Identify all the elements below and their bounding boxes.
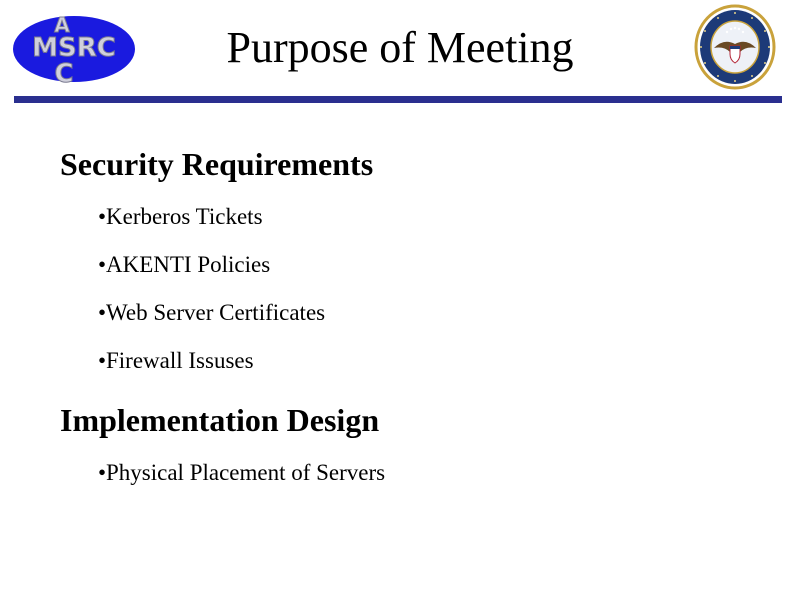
section-heading-security-requirements: Security Requirements <box>60 146 374 182</box>
bullet-dot: • <box>98 300 107 325</box>
bullet-text: AKENTI Policies <box>106 252 271 277</box>
section-heading-implementation-design: Implementation Design <box>60 402 380 438</box>
list-item <box>98 251 270 279</box>
bullet-text: Physical Placement of Servers <box>106 460 386 485</box>
list-item <box>98 459 385 487</box>
msrc-logo-icon <box>12 12 138 86</box>
logo-letters-msrc: MSRC <box>32 33 116 63</box>
bullet-dot: • <box>98 460 107 485</box>
slide-title: Purpose of Meeting <box>226 23 574 72</box>
bullet-text: Kerberos Tickets <box>106 204 263 229</box>
logo-letter-a: A <box>54 13 70 37</box>
logo-letter-c: C <box>54 59 74 86</box>
list-item <box>98 203 263 231</box>
list-item <box>98 347 254 375</box>
list-item <box>98 299 325 327</box>
bullet-text: Firewall Issuses <box>106 348 254 373</box>
department-of-defense-seal-icon <box>694 4 776 90</box>
bullet-dot: • <box>98 204 107 229</box>
bullet-dot: • <box>98 252 107 277</box>
bullet-dot: • <box>98 348 107 373</box>
title-divider <box>14 96 782 103</box>
bullet-text: Web Server Certificates <box>106 300 326 325</box>
